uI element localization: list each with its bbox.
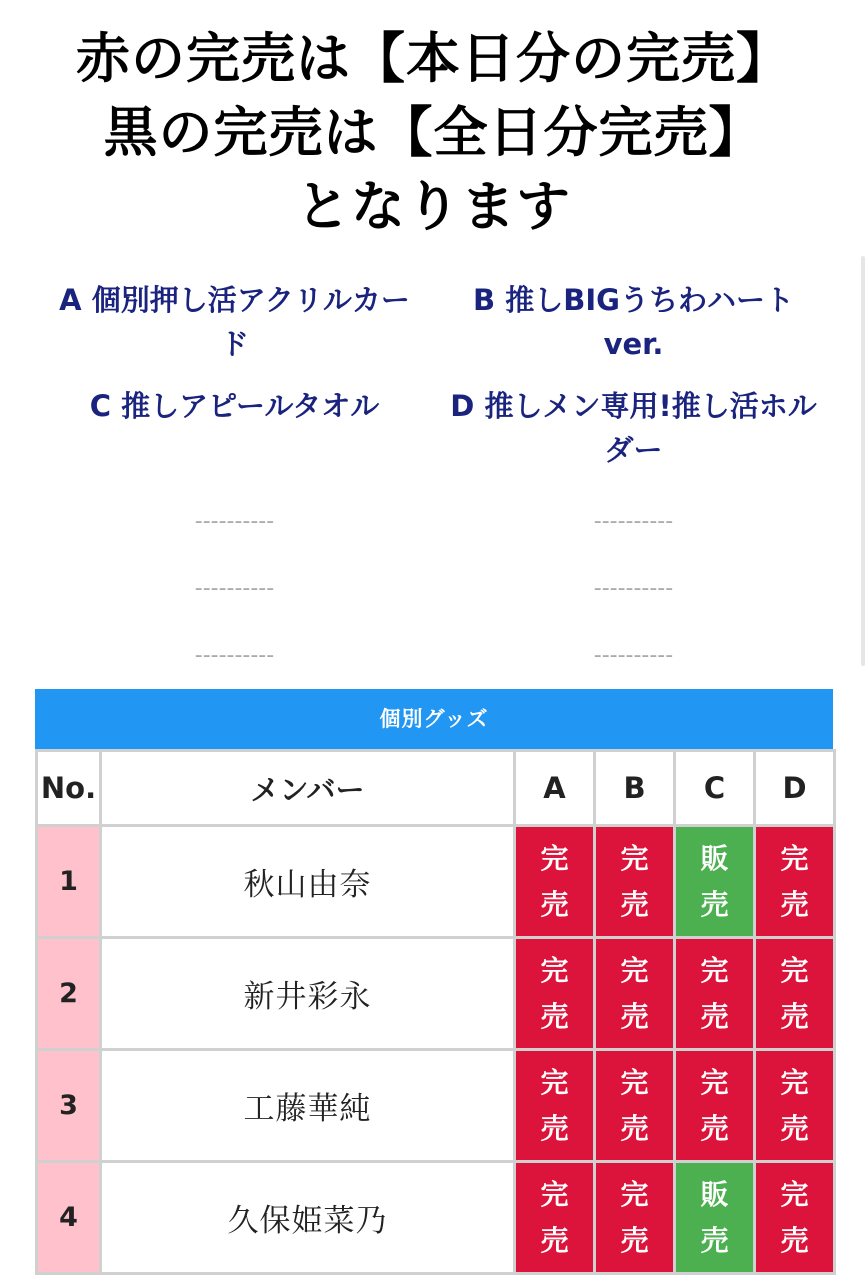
- goods-table-section: [35, 689, 833, 1275]
- placeholder-dashes: ----------: [194, 576, 275, 601]
- status-cell-d: [755, 1050, 835, 1162]
- status-cell-d: [755, 826, 835, 938]
- status-badge: 完 売: [700, 953, 729, 1033]
- row-number: 2: [37, 938, 101, 1050]
- table-row: [37, 1162, 835, 1274]
- legend-item-a: A 個別押し活アクリルカード: [59, 283, 410, 361]
- status-badge: 完 売: [620, 1177, 649, 1257]
- status-cell-b: [595, 1162, 675, 1274]
- table-row: [37, 1050, 835, 1162]
- status-cell-a: [515, 1050, 595, 1162]
- table-row: [37, 826, 835, 938]
- member-name: 工藤華純: [101, 1050, 515, 1162]
- notice-line-red: 赤の完売は【本日分の完売】: [76, 27, 791, 90]
- row-number: 3: [37, 1050, 101, 1162]
- status-badge: 完 売: [620, 953, 649, 1033]
- placeholder-dashes: ----------: [194, 509, 275, 534]
- status-cell-a: [515, 1162, 595, 1274]
- goods-status-table: [35, 749, 836, 1275]
- placeholder-dashes: ----------: [593, 643, 674, 668]
- status-badge: 販 売: [700, 1177, 729, 1257]
- legend-item-b: B 推しBIGうちわハートver.: [473, 283, 794, 361]
- column-header-d: D: [755, 751, 835, 826]
- row-number: 4: [37, 1162, 101, 1274]
- status-badge: 完 売: [540, 841, 569, 921]
- member-name: 新井彩永: [101, 938, 515, 1050]
- member-name: 久保姫菜乃: [101, 1162, 515, 1274]
- status-cell-d: [755, 938, 835, 1050]
- status-badge: 完 売: [620, 1065, 649, 1145]
- status-badge: 完 売: [780, 1065, 809, 1145]
- goods-legend: [35, 278, 833, 472]
- legend-item-d: D 推しメン専用!推し活ホルダー: [450, 389, 817, 467]
- column-header-member: メンバー: [101, 751, 515, 826]
- column-header-c: C: [675, 751, 755, 826]
- table-header-row: [37, 751, 835, 826]
- table-body: [37, 826, 835, 1274]
- status-cell-b: [595, 938, 675, 1050]
- placeholder-dashes: ----------: [593, 509, 674, 534]
- status-cell-b: [595, 826, 675, 938]
- placeholder-dashes: ----------: [593, 576, 674, 601]
- notice-line-end: となります: [296, 175, 571, 238]
- column-header-no: No.: [37, 751, 101, 826]
- status-badge: 完 売: [540, 1177, 569, 1257]
- status-cell-b: [595, 1050, 675, 1162]
- status-cell-d: [755, 1162, 835, 1274]
- table-row: [37, 938, 835, 1050]
- status-cell-c: [675, 1162, 755, 1274]
- status-badge: 完 売: [540, 1065, 569, 1145]
- placeholder-dashes: ----------: [194, 643, 275, 668]
- legend-item-c: C 推しアピールタオル: [89, 389, 380, 423]
- notice-heading: [0, 22, 867, 244]
- status-badge: 完 売: [620, 841, 649, 921]
- status-badge: 完 売: [780, 953, 809, 1033]
- notice-line-black: 黒の完売は【全日分完売】: [103, 101, 764, 164]
- status-badge: 完 売: [780, 1177, 809, 1257]
- table-title-bar: 個別グッズ: [35, 689, 833, 749]
- status-badge: 販 売: [700, 841, 729, 921]
- column-header-a: A: [515, 751, 595, 826]
- status-badge: 完 売: [780, 841, 809, 921]
- member-name: 秋山由奈: [101, 826, 515, 938]
- status-badge: 完 売: [700, 1065, 729, 1145]
- page-scrollbar[interactable]: [861, 256, 865, 666]
- status-cell-c: [675, 826, 755, 938]
- status-cell-a: [515, 826, 595, 938]
- status-cell-a: [515, 938, 595, 1050]
- placeholder-grid: [35, 505, 833, 672]
- status-badge: 完 売: [540, 953, 569, 1033]
- status-cell-c: [675, 1050, 755, 1162]
- column-header-b: B: [595, 751, 675, 826]
- status-cell-c: [675, 938, 755, 1050]
- row-number: 1: [37, 826, 101, 938]
